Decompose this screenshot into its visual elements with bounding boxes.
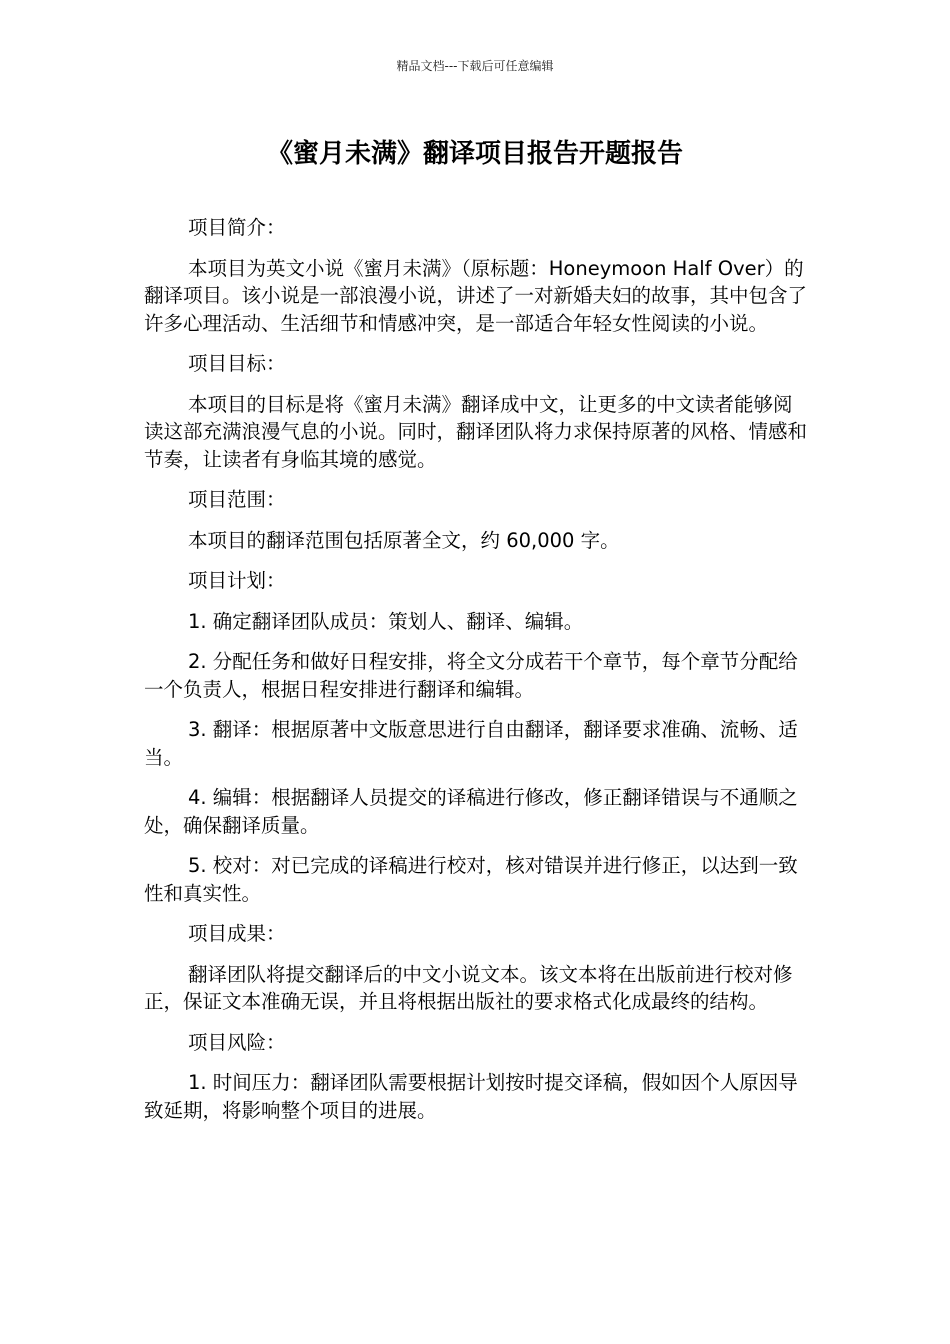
paragraph-goal: 本项目的目标是将《蜜月未满》翻译成中文，让更多的中文读者能够阅读这部充满浪漫气息的小说。同时，翻译团队将力求保持原著的风格、情感和节奏，让读者有身临其境的感觉。 bbox=[144, 392, 808, 471]
section-heading-risks: 项目风险： bbox=[188, 1030, 286, 1054]
section-heading-goal: 项目目标： bbox=[188, 352, 286, 375]
paragraph-results: 翻译团队将提交翻译后的中文小说文本。该文本将在出版前进行校对修正，保证文本准确无误，并且将根据出版社的要求格式化成最终的结构。 bbox=[144, 962, 793, 1013]
document-body bbox=[144, 214, 808, 1137]
section-heading-results: 项目成果： bbox=[188, 922, 286, 945]
header-note: 精品文档---下载后可任意编辑 bbox=[396, 59, 554, 73]
plan-item-1: 1. 确定翻译团队成员：策划人、翻译、编辑。 bbox=[188, 609, 584, 633]
plan-item-4: 4. 编辑：根据翻译人员提交的译稿进行修改，修正翻译错误与不通顺之处，确保翻译质量。 bbox=[144, 786, 798, 837]
section-heading-intro: 项目简介： bbox=[188, 216, 286, 239]
section-heading-scope: 项目范围： bbox=[188, 488, 286, 511]
paragraph-scope: 本项目的翻译范围包括原著全文，约 60,000 字。 bbox=[188, 528, 620, 552]
plan-item-2: 2. 分配任务和做好日程安排，将全文分成若干个章节，每个章节分配给一个负责人，根据日程安排进行翻译和编辑。 bbox=[144, 650, 798, 701]
plan-item-5: 5. 校对：对已完成的译稿进行校对，核对错误并进行修正，以达到一致性和真实性。 bbox=[144, 854, 798, 905]
section-heading-plan: 项目计划： bbox=[188, 569, 286, 592]
document-title: 《蜜月未满》翻译项目报告开题报告 bbox=[266, 139, 683, 169]
risk-item-1: 1. 时间压力：翻译团队需要根据计划按时提交译稿，假如因个人原因导致延期，将影响整个项目的进展。 bbox=[144, 1071, 798, 1122]
plan-item-3: 3. 翻译：根据原著中文版意思进行自由翻译，翻译要求准确、流畅、适当。 bbox=[144, 718, 798, 769]
paragraph-intro: 本项目为英文小说《蜜月未满》（原标题：Honeymoon Half Over）的翻译项目。该小说是一部浪漫小说，讲述了一对新婚夫妇的故事，其中包含了许多心理活动、生活细节和情感冲突，是一部适合年轻女性阅读的小说。 bbox=[144, 256, 808, 335]
